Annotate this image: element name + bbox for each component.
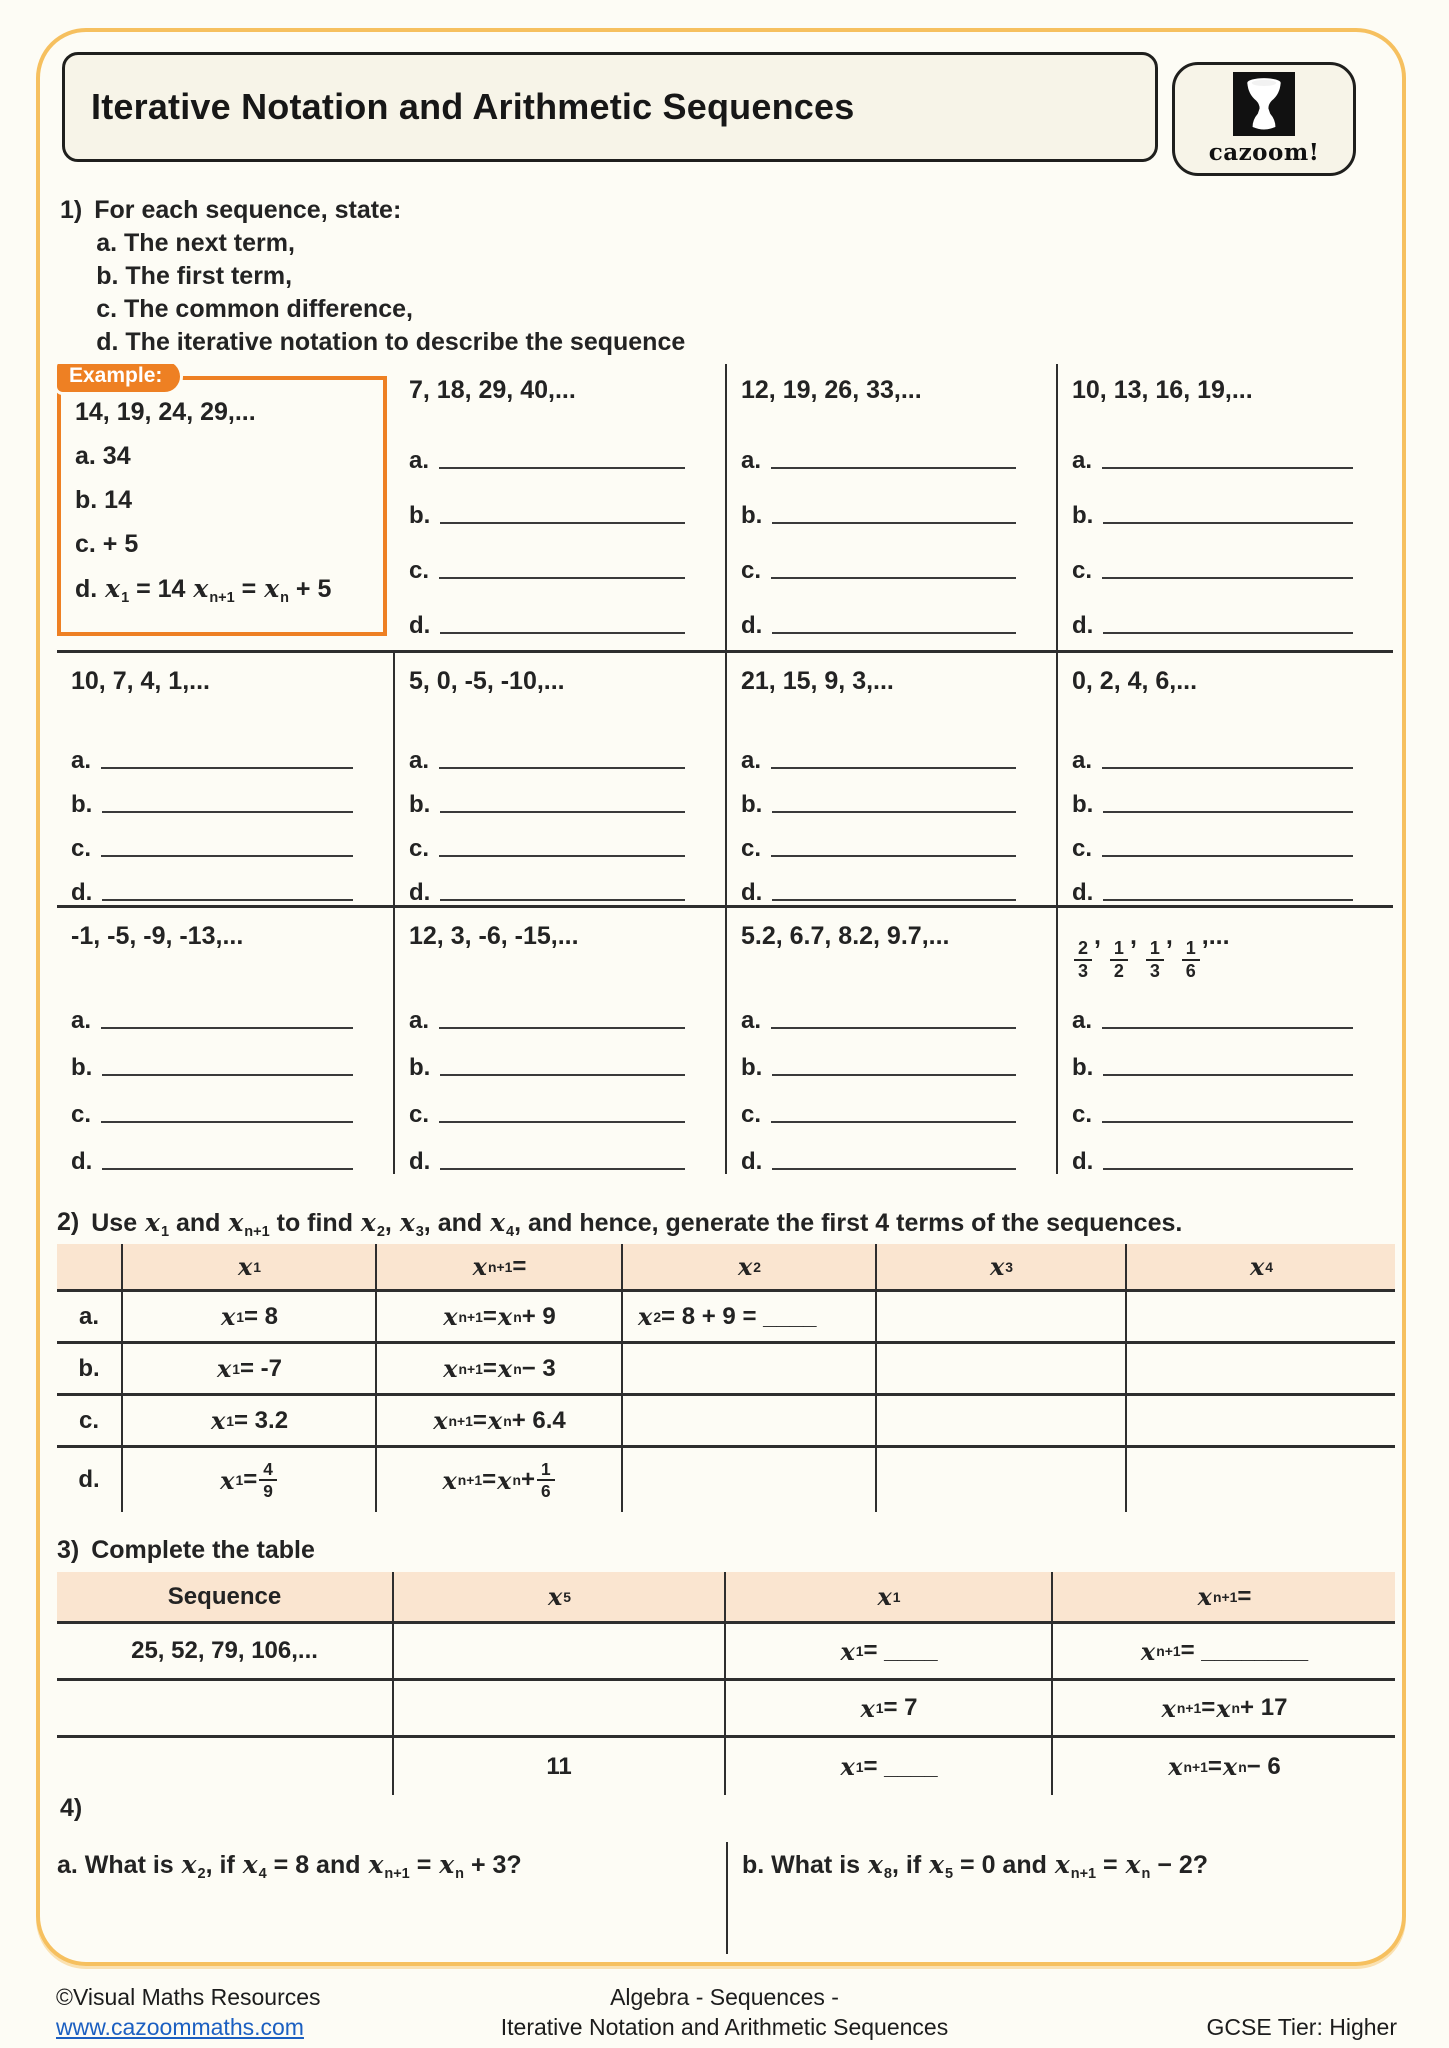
answer-label: a. [409,747,430,774]
sequence-text: 12, 19, 26, 33,... [741,376,922,404]
q1-item-d: d. The iterative notation to describe the sequence [96,328,686,356]
table-row [57,1624,1395,1681]
q1-sequence-cell [727,364,1058,650]
cazoom-logo [1172,62,1356,176]
answer-row [71,731,379,775]
answer-row [1072,819,1379,863]
footer-topic: Algebra - Sequences - [610,1984,839,2010]
answer-label: b. [741,1054,763,1081]
answer-row [741,988,1042,1035]
q1-item-b: b. The first term, [96,262,293,290]
answer-blank [440,522,685,524]
answer-row [741,585,1042,640]
q2-heading [57,1206,1402,1240]
table-cell: x n+1 = x n + 17 [1161,1693,1288,1723]
q3-table [57,1572,1395,1795]
answer-row [409,530,711,585]
answer-label: c. [409,557,430,584]
footer-tier: GCSE Tier: Higher [1206,2014,1397,2040]
answer-row [71,775,379,819]
answer-label: d. [1072,1148,1094,1174]
answer-label: a. [409,447,430,474]
q3-number: 3) [57,1536,80,1564]
answer-label: a. [71,1007,92,1034]
table-row [57,1396,1395,1448]
title-box [62,52,1158,162]
answer-blank [439,767,685,769]
table-cell: x n+1 = x n − 3 [377,1344,623,1393]
answer-blank [102,899,353,901]
answer-blank [772,899,1016,901]
answer-blank [1102,1027,1353,1029]
answer-row [741,1129,1042,1174]
answer-label: a. [741,1007,762,1034]
q2-prompt: Use $x_1$ and $x_{n+1}$ to find $x_2$, $x_3$, and $x_4$, and hence, generate the first 4 terms of the sequences. [91,1208,1183,1241]
sequence-text: 5, 0, -5, -10,... [409,667,565,695]
answer-label: a. [71,747,92,774]
answer-row [741,1082,1042,1129]
q1-sequence-cell [57,650,395,905]
table-cell: x 1 = 4 9 [123,1448,377,1512]
answer-label: b. [741,502,763,529]
answer-blank [772,811,1016,813]
q1-item-a: a. The next term, [96,229,295,257]
table-header-cell: x 4 [1249,1252,1274,1281]
table-row [57,1292,1395,1344]
answer-label: a. [741,447,762,474]
example-answer-a: a. 34 [75,442,131,470]
q4-part-b: b. What is $x_8$, if $x_5 = 0$ and $x_{n+1} = x_n - 2$? [742,1850,1209,1883]
table-header-cell: x n+1 = [377,1244,623,1289]
q4-divider [726,1842,728,1954]
answer-blank [1103,632,1353,634]
answer-label: c. [741,557,762,584]
answer-label: b. [409,502,431,529]
table-cell [57,1681,394,1735]
answer-blank [101,1121,353,1123]
sequence-text: 0, 2, 4, 6,... [1072,667,1198,695]
answer-row [1072,1129,1379,1174]
answer-row [409,1035,711,1082]
page-title: Iterative Notation and Arithmetic Sequences [91,86,855,127]
answer-row [1072,775,1379,819]
table-row [57,1344,1395,1396]
answer-label: b. [409,791,431,818]
answer-row [409,775,711,819]
answer-row [741,819,1042,863]
answer-label: d. [409,879,431,905]
table-cell: x 1 = 3.2 [123,1396,377,1445]
answer-row [409,1082,711,1129]
answer-label: c. [1072,557,1093,584]
answer-blank [440,811,685,813]
q1-item-c: c. The common difference, [96,295,413,323]
table-header-cell: x 3 [877,1244,1127,1289]
answer-label: b. [1072,1054,1094,1081]
table-header-cell: x 5 [394,1572,726,1621]
answer-blank [439,855,685,857]
answer-row [71,1035,379,1082]
table-cell [877,1344,1127,1393]
q3-heading [57,1534,315,1567]
answer-blank [440,1168,685,1170]
q1-sequence-cell [57,905,395,1174]
example-box [57,364,387,636]
answer-row [741,1035,1042,1082]
table-cell [57,1738,394,1795]
answer-row [1072,475,1379,530]
q1-grid [57,364,1393,1174]
q1-sequence-cell [1058,650,1393,905]
sequence-text: 10, 7, 4, 1,... [71,667,210,695]
answer-label: c. [741,1101,762,1128]
table-cell: x n+1 = x n − 6 [1168,1752,1281,1781]
q1-sequence-cell [727,650,1058,905]
answer-blank [1102,577,1353,579]
table-cell [1127,1448,1395,1512]
table-cell [1127,1344,1395,1393]
q1-sequence-cell [1058,905,1393,1174]
table-cell: c. [57,1396,123,1445]
answer-blank [102,1074,353,1076]
answer-blank [771,1121,1016,1123]
answer-blank [1102,1121,1353,1123]
answer-label: d. [741,612,763,639]
table-row [57,1448,1395,1512]
q1-sequence-cell [727,905,1058,1174]
table-cell: x 1 = -7 [123,1344,377,1393]
q2-table [57,1244,1395,1512]
answer-row [741,775,1042,819]
answer-label: b. [1072,791,1094,818]
answer-row [741,530,1042,585]
q2-number: 2) [57,1208,80,1236]
table-header-cell: x 2 [623,1244,877,1289]
q1-heading [60,194,685,359]
answer-row [71,1129,379,1174]
sequence-text: -1, -5, -9, -13,... [71,922,244,950]
answer-row [409,1129,711,1174]
answer-blank [1103,1168,1353,1170]
answer-row [1072,1082,1379,1129]
example-answer-d: d. $x_1 = 14$ $x_{n+1} = x_n + 5$ [75,574,332,607]
table-header-cell: x 1 [726,1572,1053,1621]
sequence-text: $\frac{2}{3}$ , $\frac{1}{2}$ , $\frac{1}{3}$ , $\frac{1}{6}$ ,... [1072,922,1379,988]
answer-label: a. [1072,1007,1093,1034]
answer-blank [440,899,685,901]
answer-blank [1103,899,1353,901]
answer-blank [771,1027,1016,1029]
answer-label: d. [409,612,431,639]
answer-label: a. [741,747,762,774]
table-cell [394,1681,726,1735]
example-answer-b: b. 14 [75,486,132,514]
q1-example-cell [57,364,395,650]
answer-label: c. [71,835,92,862]
table-cell [877,1448,1127,1512]
table-cell [623,1344,877,1393]
q1-sequence-cell [395,364,727,650]
table-header-cell: x n+1 = [1197,1582,1252,1611]
answer-blank [439,1027,685,1029]
answer-row [1072,863,1379,905]
table-cell [623,1448,877,1512]
answer-label: c. [409,835,430,862]
answer-row [1072,988,1379,1035]
table-header-row [57,1244,1395,1292]
cazoom-logo-text: cazoom! [1208,139,1320,166]
answer-row [409,475,711,530]
sequence-text: 7, 18, 29, 40,... [409,376,576,404]
table-cell: d. [57,1448,123,1512]
table-cell: x n+1 = x n + 1 6 [377,1448,623,1512]
answer-blank [102,811,353,813]
answer-row [71,819,379,863]
table-cell [877,1292,1127,1341]
q4-part-a: a. What is $x_2$, if $x_4 = 8$ and $x_{n+1} = x_n + 3$? [57,1850,522,1883]
answer-blank [771,767,1016,769]
answer-label: d. [1072,879,1094,905]
answer-label: d. [741,1148,763,1174]
answer-row [409,988,711,1035]
table-cell [394,1624,726,1678]
table-cell: b. [57,1344,123,1393]
answer-label: d. [1072,612,1094,639]
answer-blank [1102,467,1353,469]
table-cell: a. [57,1292,123,1341]
sequence-text: 10, 13, 16, 19,... [1072,376,1253,404]
answer-blank [771,577,1016,579]
answer-row [1072,731,1379,775]
answer-label: c. [1072,835,1093,862]
footer-worksheet-name: Iterative Notation and Arithmetic Sequences [500,2014,949,2040]
sequence-text: 12, 3, -6, -15,... [409,922,579,950]
q1-number: 1) [60,196,83,224]
table-cell: x 1 = ____ [726,1624,1053,1678]
q4-number: 4) [60,1794,83,1822]
answer-blank [1103,811,1353,813]
answer-row [741,420,1042,475]
example-sequence: 14, 19, 24, 29,... [75,398,256,426]
table-cell: x n+1 = x n + 9 [377,1292,623,1341]
answer-blank [1103,1074,1353,1076]
table-cell [1127,1292,1395,1341]
table-cell: x n+1 = ________ [1140,1636,1309,1666]
answer-row [1072,1035,1379,1082]
answer-row [1072,585,1379,640]
answer-blank [439,467,685,469]
table-cell: x 1 = 8 [123,1292,377,1341]
answer-blank [771,467,1016,469]
answer-row [741,731,1042,775]
answer-blank [772,632,1016,634]
answer-row [1072,530,1379,585]
table-header-cell: x 1 [123,1244,377,1289]
answer-blank [771,855,1016,857]
answer-row [409,731,711,775]
table-header-row [57,1572,1395,1624]
answer-row [71,988,379,1035]
answer-row [741,863,1042,905]
answer-blank [439,1121,685,1123]
answer-row [1072,420,1379,475]
answer-label: b. [409,1054,431,1081]
footer-copyright: ©Visual Maths Resources [56,1984,321,2010]
answer-blank [1102,855,1353,857]
cazoom-drum-icon [1233,72,1295,136]
answer-label: b. [1072,502,1094,529]
answer-label: a. [1072,747,1093,774]
answer-label: d. [409,1148,431,1174]
answer-label: d. [71,1148,93,1174]
q1-sequence-cell [395,650,727,905]
table-cell: x 2 = 8 + 9 = ____ [623,1292,877,1341]
answer-label: c. [1072,1101,1093,1128]
table-row [57,1681,1395,1738]
answer-row [409,585,711,640]
footer-link[interactable]: www.cazoommaths.com [56,2014,304,2040]
table-cell: 25, 52, 79, 106,... [57,1624,394,1678]
q3-prompt: Complete the table [91,1536,315,1564]
answer-row [741,475,1042,530]
sequence-text: 5.2, 6.7, 8.2, 9.7,... [741,922,950,950]
answer-label: b. [71,1054,93,1081]
answer-label: c. [741,835,762,862]
table-header-cell: Sequence [57,1572,394,1621]
answer-row [409,420,711,475]
q1-sequence-cell [1058,364,1393,650]
answer-blank [102,1168,353,1170]
table-cell: x 1 = ____ [726,1738,1053,1795]
sequence-text: 21, 15, 9, 3,... [741,667,894,695]
table-cell: x n+1 = x n + 6.4 [377,1396,623,1445]
answer-label: d. [71,879,93,905]
table-cell [623,1396,877,1445]
answer-blank [1103,522,1353,524]
answer-blank [440,632,685,634]
table-cell [1127,1396,1395,1445]
table-cell: x 1 = 7 [726,1681,1053,1735]
q1-sequence-cell [395,905,727,1174]
answer-label: a. [409,1007,430,1034]
table-cell: 11 [394,1738,726,1795]
answer-blank [772,522,1016,524]
q1-prompt: For each sequence, state: [94,196,402,224]
answer-label: b. [71,791,93,818]
example-answer-c: c. + 5 [75,530,139,558]
example-badge: Example: [57,364,180,392]
answer-blank [101,1027,353,1029]
table-row [57,1738,1395,1795]
answer-label: a. [1072,447,1093,474]
answer-row [409,819,711,863]
answer-row [71,863,379,905]
answer-blank [101,855,353,857]
answer-blank [101,767,353,769]
answer-label: b. [741,791,763,818]
answer-blank [772,1074,1016,1076]
answer-row [409,863,711,905]
answer-label: c. [71,1101,92,1128]
answer-label: c. [409,1101,430,1128]
answer-label: d. [741,879,763,905]
answer-blank [772,1168,1016,1170]
answer-blank [1102,767,1353,769]
table-cell [877,1396,1127,1445]
answer-row [71,1082,379,1129]
table-header-cell [57,1244,123,1289]
answer-blank [439,577,685,579]
answer-blank [440,1074,685,1076]
